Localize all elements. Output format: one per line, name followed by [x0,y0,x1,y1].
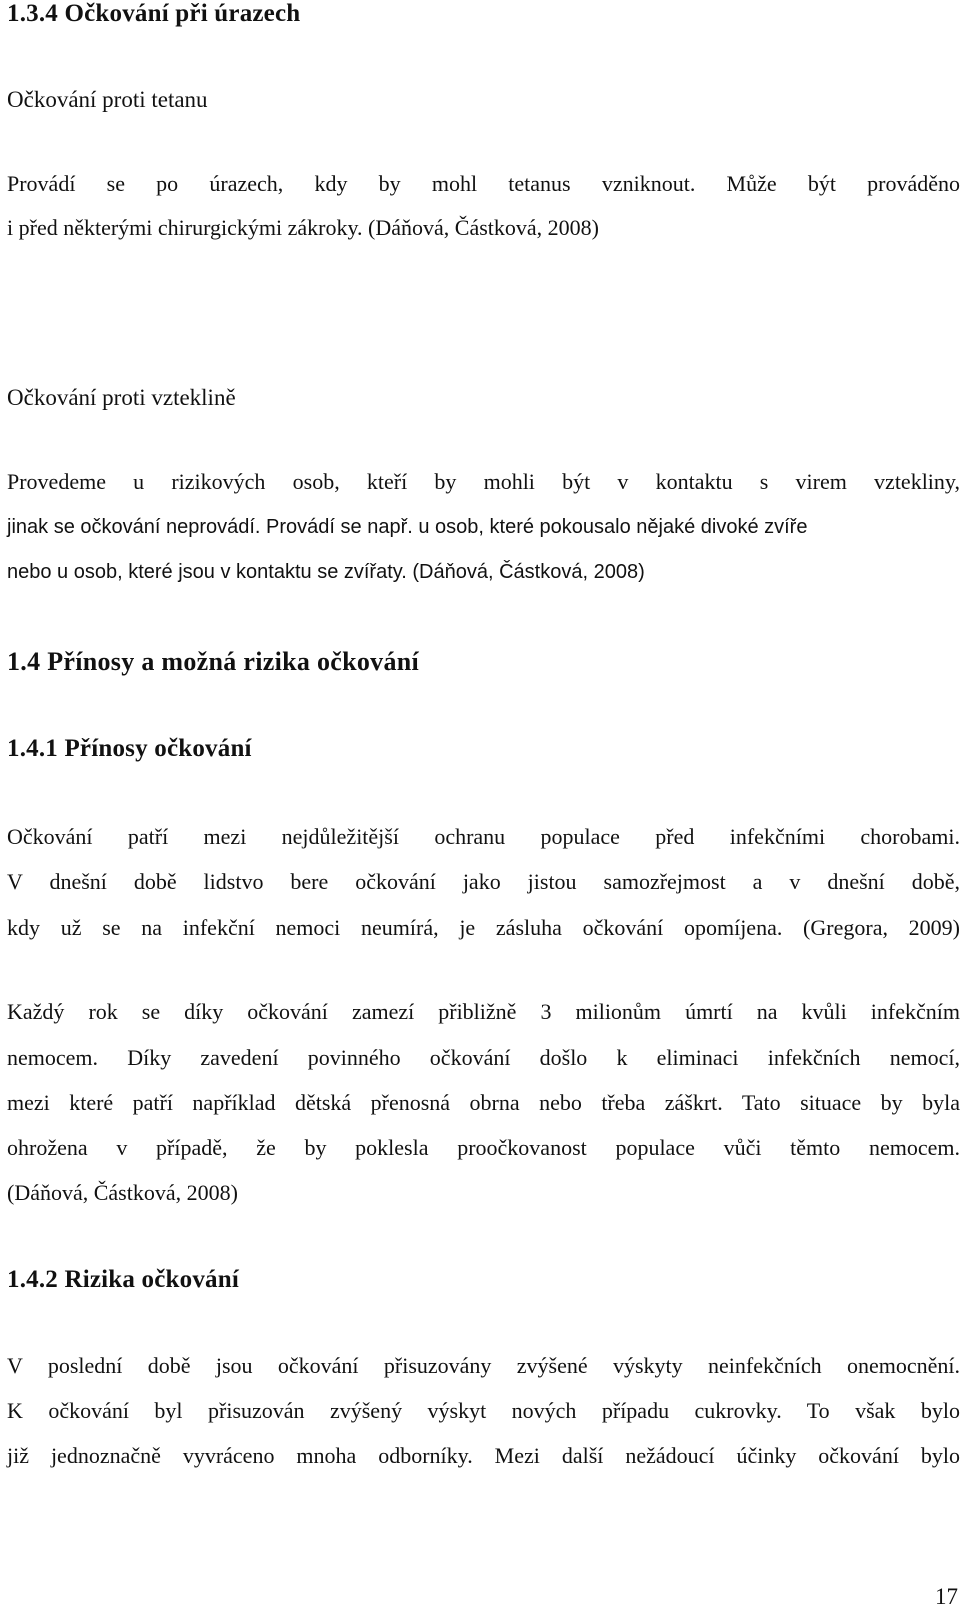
text-line: nemocem. Díky zavedení povinného očkování došlo k eliminaci infekčních nemocí, [7,1045,960,1070]
text-line: jinak se očkování neprovádí. Provádí se např. u osob, které pokousalo nějaké divoké zvíře [7,516,808,538]
text-line: nebo u osob, které jsou v kontaktu se zvířaty. (Dáňová, Částková, 2008) [7,561,645,583]
heading-1-3-4: 1.3.4 Očkování při úrazech [7,0,301,27]
subheading-rabies: Očkování proti vzteklině [7,385,236,410]
page-number: 17 [935,1584,958,1609]
subheading-tetanus: Očkování proti tetanu [7,87,208,112]
text-line: Očkování patří mezi nejdůležitější ochranu populace před infekčními chorobami. [7,824,960,849]
text-line: Provedeme u rizikových osob, kteří by mohli být v kontaktu s virem vztekliny, [7,469,960,494]
heading-1-4: 1.4 Přínosy a možná rizika očkování [7,647,420,676]
text-line: Provádí se po úrazech, kdy by mohl tetanus vzniknout. Může být prováděno [7,171,960,196]
text-line: kdy už se na infekční nemoci neumírá, je zásluha očkování opomíjena. (Gregora, 2009) [7,915,960,940]
text-line: K očkování byl přisuzován zvýšený výskyt nových případu cukrovky. To však bylo [7,1398,960,1423]
text-line: mezi které patří například dětská přenosná obrna nebo třeba záškrt. Tato situace by byla [7,1090,960,1115]
text-line: i před některými chirurgickými zákroky. (Dáňová, Částková, 2008) [7,215,600,240]
text-line: V poslední době jsou očkování přisuzovány zvýšené výskyty neinfekčních onemocnění. [7,1353,960,1378]
text-line: (Dáňová, Částková, 2008) [7,1180,238,1205]
heading-1-4-1: 1.4.1 Přínosy očkování [7,735,252,762]
text-line: ohrožena v případě, že by poklesla proočkovanost populace vůči těmto nemocem. [7,1135,960,1160]
heading-1-4-2: 1.4.2 Rizika očkování [7,1266,239,1293]
text-line: již jednoznačně vyvráceno mnoha odborníky. Mezi další nežádoucí účinky očkování bylo [7,1443,960,1468]
text-line: V dnešní době lidstvo bere očkování jako jistou samozřejmost a v dnešní době, [7,869,960,894]
text-line: Každý rok se díky očkování zamezí přibližně 3 milionům úmrtí na kvůli infekčním [7,999,960,1024]
